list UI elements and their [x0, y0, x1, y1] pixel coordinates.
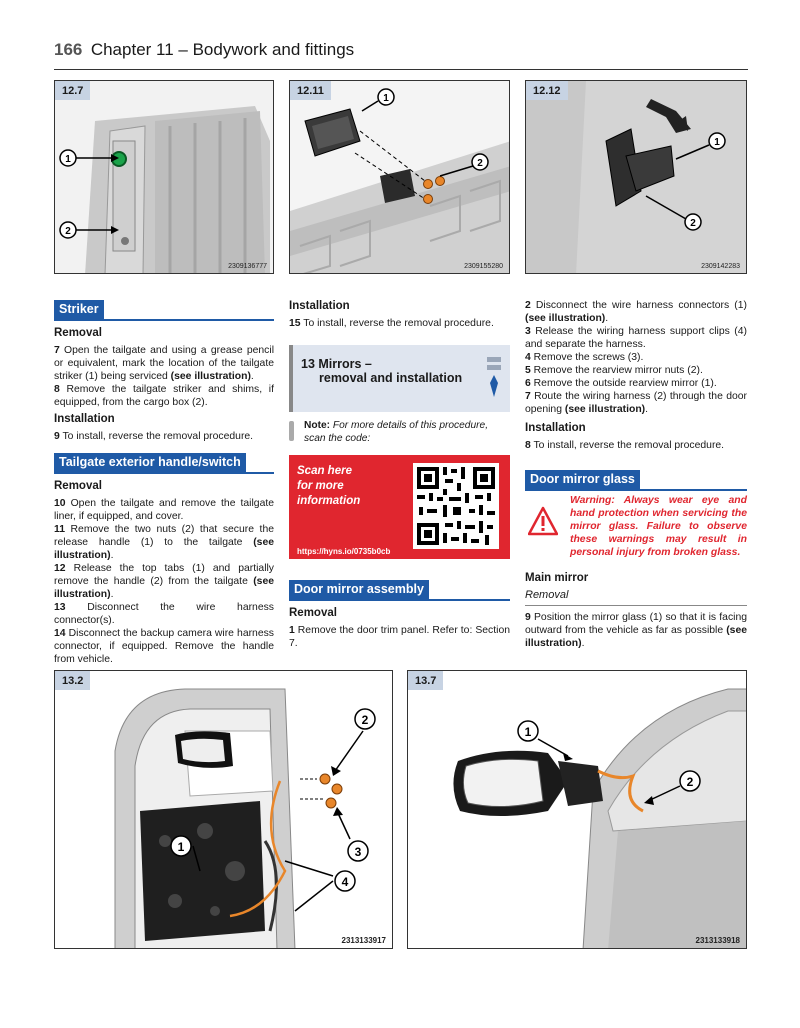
spanner-icon [484, 355, 504, 400]
callout-2: 2 [65, 226, 71, 237]
figure-code: 2313133918 [695, 936, 740, 945]
note-text: For more details of this procedure, scan the code: [304, 420, 489, 444]
scan-url[interactable]: https://hyns.io/0735b0cb [297, 547, 391, 556]
step-15: 15 To install, reverse the removal procedure. [289, 318, 494, 329]
column-2-lower [289, 580, 510, 650]
figure-code: 2313133917 [341, 936, 386, 945]
figure-13-7 [407, 670, 747, 949]
door-mirror-heading: Door mirror assembly [289, 580, 429, 599]
tailgate-switch-illustration [526, 81, 747, 274]
note-label: Note: [304, 420, 331, 431]
step-8: 8 To install, reverse the removal procedure. [525, 440, 725, 451]
callout-2: 2 [361, 713, 369, 727]
figure-label: 12.11 [290, 81, 331, 100]
step-9: 9 To install, reverse the removal procedure. [54, 431, 254, 442]
callout-1: 1 [177, 840, 185, 854]
removal-heading: Removal [54, 327, 102, 339]
step-6: 6 Remove the outside rearview mirror (1). [525, 378, 717, 389]
tailgate-heading-rule [54, 453, 274, 474]
striker-heading-rule [54, 300, 274, 321]
installation-heading: Installation [289, 300, 350, 312]
note-block [289, 419, 510, 445]
step-9: 9 Position the mirror glass (1) so that it is facing outward from the vehicle as far as possible (see illustration). [525, 612, 747, 649]
figure-label: 12.7 [55, 81, 90, 100]
column-3 [525, 299, 747, 497]
door-mirror-assembly-illustration [55, 671, 393, 949]
tailgate-striker-illustration [55, 81, 274, 274]
step-3: 3 Release the wiring harness support clips (4) and separate the harness. [525, 326, 748, 350]
warning-text: Warning: Always wear eye and hand protection when servicing the mirror glass. Failure to observe these warnings may result in personal injury from broken glass. [570, 495, 747, 558]
step-2: 2 Disconnect the wire harness connectors (1) (see illustration). [525, 300, 747, 324]
qr-code-icon[interactable] [413, 463, 499, 549]
figure-label: 13.2 [55, 671, 90, 690]
chapter-title: Chapter 11 – Bodywork and fittings [90, 40, 355, 59]
striker-heading: Striker [54, 300, 104, 319]
scan-text: Scan here for more information [297, 465, 361, 507]
glass-heading-rule [525, 470, 747, 491]
step-7: 7 Route the wiring harness (2) through the door opening (see illustration). [525, 391, 748, 415]
step-14: 14 Disconnect the backup camera wire harness connector, if equipped. Remove the handle from vehicle. [54, 628, 275, 665]
page-number: 166 [54, 40, 83, 59]
figure-code: 2309142283 [701, 263, 740, 270]
step-1: 1 Remove the door trim panel. Refer to: Section 7. [289, 625, 510, 649]
removal-subheading: Removal [525, 589, 747, 606]
callout-1: 1 [524, 725, 532, 739]
callout-1: 1 [65, 154, 71, 165]
tailgate-handle-illustration [290, 81, 510, 274]
callout-1: 1 [383, 93, 389, 104]
step-12: 12 Release the top tabs (1) and partially remove the handle (2) from the tailgate (see illustration). [54, 563, 275, 600]
note-bar [289, 421, 294, 441]
removal-heading-2: Removal [54, 480, 102, 492]
mirror-glass-illustration [408, 671, 747, 949]
door-mirror-heading-rule [289, 580, 510, 601]
page-header [54, 40, 748, 70]
column-1 [54, 300, 274, 666]
step-4: 4 Remove the screws (3). [525, 352, 644, 363]
mirrors-section-box [289, 345, 510, 412]
callout-4: 4 [341, 875, 349, 889]
figure-code: 2309155280 [464, 263, 503, 270]
step-5: 5 Remove the rearview mirror nuts (2). [525, 365, 703, 376]
step-10: 10 Open the tailgate and remove the tailgate liner, if equipped, and cover. [54, 498, 275, 522]
callout-1: 1 [714, 137, 720, 148]
column-3-lower [525, 568, 747, 650]
callout-2: 2 [477, 158, 483, 169]
callout-3: 3 [354, 845, 362, 859]
figure-label: 13.7 [408, 671, 443, 690]
qr-code-box[interactable] [289, 455, 510, 559]
removal-heading: Removal [289, 607, 337, 619]
main-mirror-heading: Main mirror [525, 572, 589, 584]
step-8: 8 Remove the tailgate striker and shims, if equipped, from the cargo box (2). [54, 384, 274, 408]
installation-heading: Installation [525, 422, 586, 434]
figure-label: 12.12 [526, 81, 568, 100]
step-13: 13 Disconnect the wire harness connector(s). [54, 602, 275, 626]
callout-2: 2 [690, 218, 696, 229]
figure-12-12 [525, 80, 747, 274]
column-2 [289, 300, 510, 330]
step-11: 11 Remove the two nuts (2) that secure the release handle (1) to the tailgate (see illustration). [54, 524, 275, 561]
figure-13-2 [54, 670, 393, 949]
installation-heading: Installation [54, 413, 115, 425]
tailgate-heading: Tailgate exterior handle/switch [54, 453, 246, 472]
glass-heading: Door mirror glass [525, 470, 640, 489]
figure-12-11 [289, 80, 510, 274]
mirrors-section-title: 13 Mirrors – removal and installation [301, 357, 463, 385]
callout-2: 2 [686, 775, 694, 789]
step-7: 7 Open the tailgate and using a grease pencil or equivalent, mark the location of the tailgate striker (1) being serviced (see illustration). [54, 345, 274, 382]
figure-code: 2309136777 [228, 263, 267, 270]
figure-12-7 [54, 80, 274, 274]
